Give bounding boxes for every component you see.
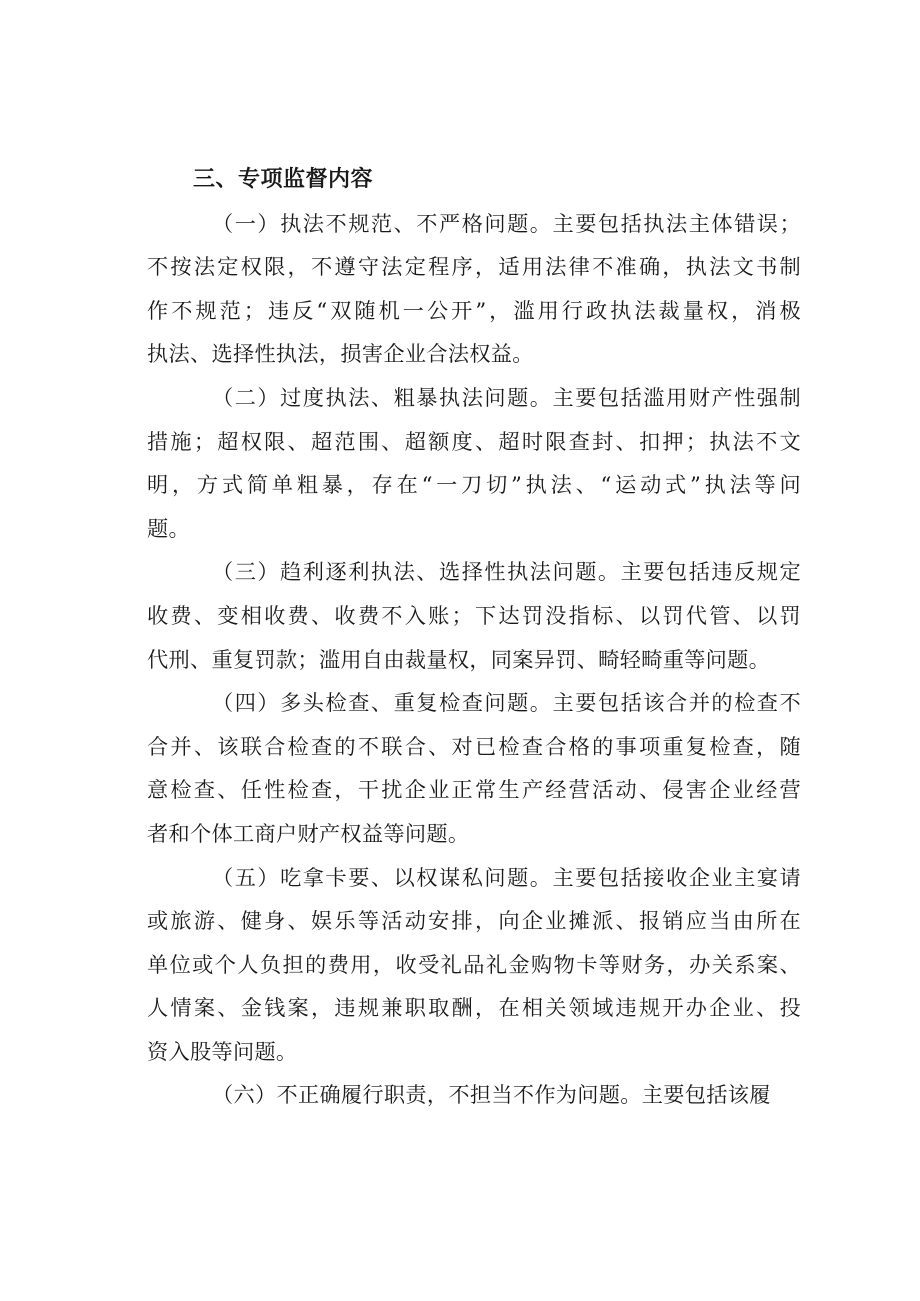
paragraph-line: 者和个体工商户财产权益等问题。 [147, 820, 470, 846]
paragraph-line: 明，方式简单粗暴，存在“一刀切”执法、“运动式”执法等问 [147, 472, 801, 498]
paragraph-line: 意检查、任性检查，干扰企业正常生产经营活动、侵害企业经营 [147, 777, 801, 803]
document-body [147, 158, 801, 1117]
paragraph-line: 资入股等问题。 [147, 1038, 298, 1064]
paragraph-line: （六）不正确履行职责，不担当不作为问题。主要包括该履 [212, 1082, 771, 1108]
paragraph-line: （二）过度执法、粗暴执法问题。主要包括滥用财产性强制 [212, 384, 801, 410]
paragraph-1 [147, 202, 801, 376]
paragraph-line: 收费、变相收费、收费不入账；下达罚没指标、以罚代管、以罚 [147, 602, 801, 628]
paragraph-4 [147, 681, 801, 855]
paragraph-line: （五）吃拿卡要、以权谋私问题。主要包括接收企业主宴请 [212, 864, 801, 890]
paragraph-line: 执法、选择性执法，损害企业合法权益。 [147, 341, 534, 367]
paragraph-2 [147, 376, 801, 550]
paragraph-6 [147, 1073, 801, 1117]
paragraph-line: （三）趋利逐利执法、选择性执法问题。主要包括违反规定 [212, 559, 801, 585]
paragraph-line: 题。 [147, 515, 190, 541]
paragraph-line: 不按法定权限，不遵守法定程序，适用法律不准确，执法文书制 [147, 254, 801, 280]
paragraph-line: 作不规范；违反“双随机一公开”，滥用行政执法裁量权，消极 [147, 297, 801, 323]
paragraph-5 [147, 856, 801, 1074]
paragraph-line: 或旅游、健身、娱乐等活动安排，向企业摊派、报销应当由所在 [147, 908, 801, 934]
paragraph-line: （四）多头检查、重复检查问题。主要包括该合并的检查不 [212, 690, 801, 716]
paragraph-line: 合并、该联合检查的不联合、对已检查合格的事项重复检查，随 [147, 733, 801, 759]
paragraph-line: （一）执法不规范、不严格问题。主要包括执法主体错误； [212, 210, 801, 236]
paragraph-line: 人情案、金钱案，违规兼职取酬，在相关领域违规开办企业、投 [147, 995, 801, 1021]
section-heading: 三、专项监督内容 [193, 167, 374, 192]
paragraph-line: 措施；超权限、超范围、超额度、超时限查封、扣押；执法不文 [147, 428, 801, 454]
paragraph-line: 代刑、重复罚款；滥用自由裁量权，同案异罚、畸轻畸重等问题。 [147, 646, 771, 672]
paragraph-line: 单位或个人负担的费用，收受礼品礼金购物卡等财务，办关系案、 [147, 951, 801, 977]
paragraph-3 [147, 550, 801, 681]
